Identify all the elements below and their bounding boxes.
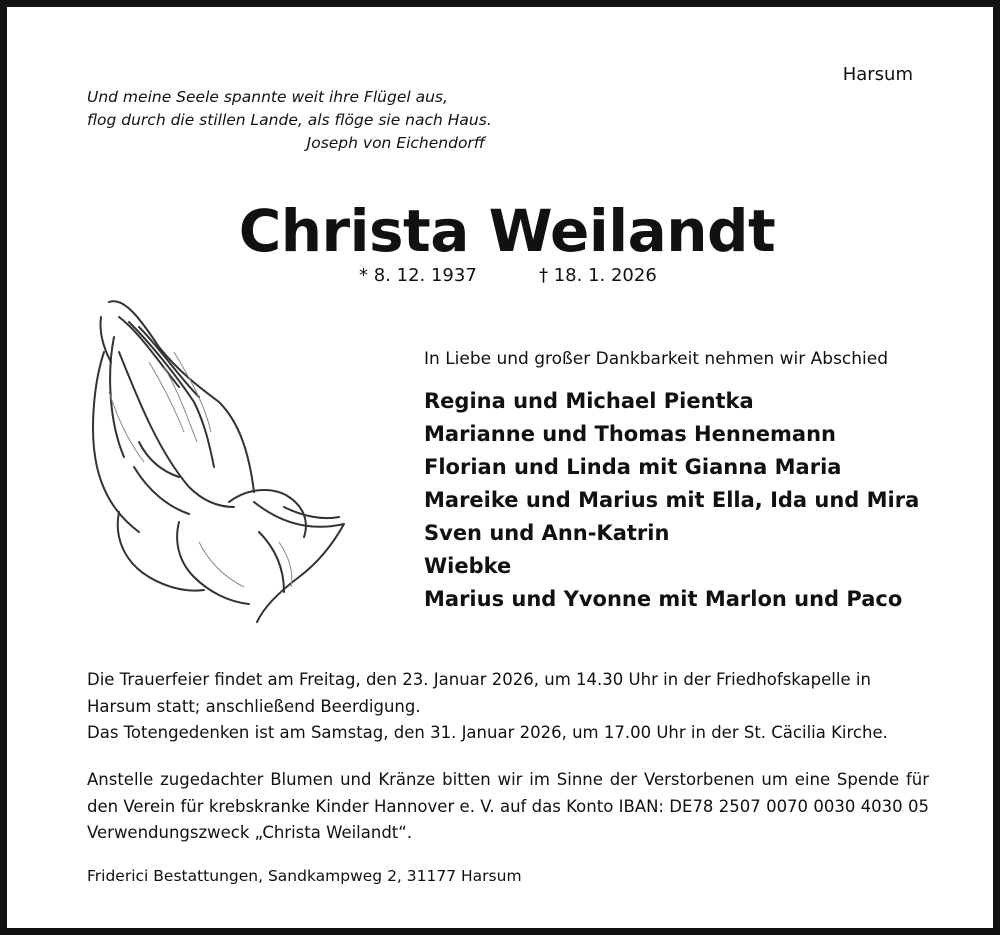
poem-quote <box>87 86 492 155</box>
funeral-info <box>87 667 929 747</box>
place-name: Harsum <box>842 64 913 85</box>
funeral-service-text: Die Trauerfeier findet am Freitag, den 23. Januar 2026, um 14.30 Uhr in der Friedhofskapelle in Harsum statt; anschließend Beerdigung. <box>87 670 871 716</box>
mourner-item: Marianne und Thomas Hennemann <box>424 422 836 446</box>
donation-text: Anstelle zugedachter Blumen und Kränze bitten wir im Sinne der Verstorbenen um eine Spende für den Verein für krebskranke Kinder Hannover e. V. auf das Konto IBAN: DE78 2507 0070 0030 4030 05 Verwendungszweck „Christa Weilandt“. <box>87 770 929 842</box>
mourners-list <box>424 385 919 616</box>
mourner-item: Florian und Linda mit Gianna Maria <box>424 455 842 479</box>
birth-date: * 8. 12. 1937 <box>359 265 477 286</box>
undertaker-info: Friderici Bestattungen, Sandkampweg 2, 31177 Harsum <box>87 867 522 885</box>
mourner-item: Marius und Yvonne mit Marlon und Paco <box>424 587 903 611</box>
mourner-item: Regina und Michael Pientka <box>424 389 754 413</box>
donation-info <box>87 767 929 847</box>
mourner-item: Sven und Ann-Katrin <box>424 521 670 545</box>
farewell-intro: In Liebe und großer Dankbarkeit nehmen wir Abschied <box>424 349 889 369</box>
praying-hands-icon <box>79 292 354 627</box>
poem-line: flog durch die stillen Lande, als flöge sie nach Haus. <box>87 111 492 129</box>
death-date: † 18. 1. 2026 <box>539 265 657 286</box>
deceased-name: Christa Weilandt <box>238 197 776 265</box>
poem-author: Joseph von Eichendorff <box>306 134 485 152</box>
mourner-item: Wiebke <box>424 554 512 578</box>
poem-line: Und meine Seele spannte weit ihre Flügel aus, <box>87 88 448 106</box>
memorial-service-text: Das Totengedenken ist am Samstag, den 31. Januar 2026, um 17.00 Uhr in der St. Cäcilia Kirche. <box>87 723 888 742</box>
mourner-item: Mareike und Marius mit Ella, Ida und Mira <box>424 488 920 512</box>
